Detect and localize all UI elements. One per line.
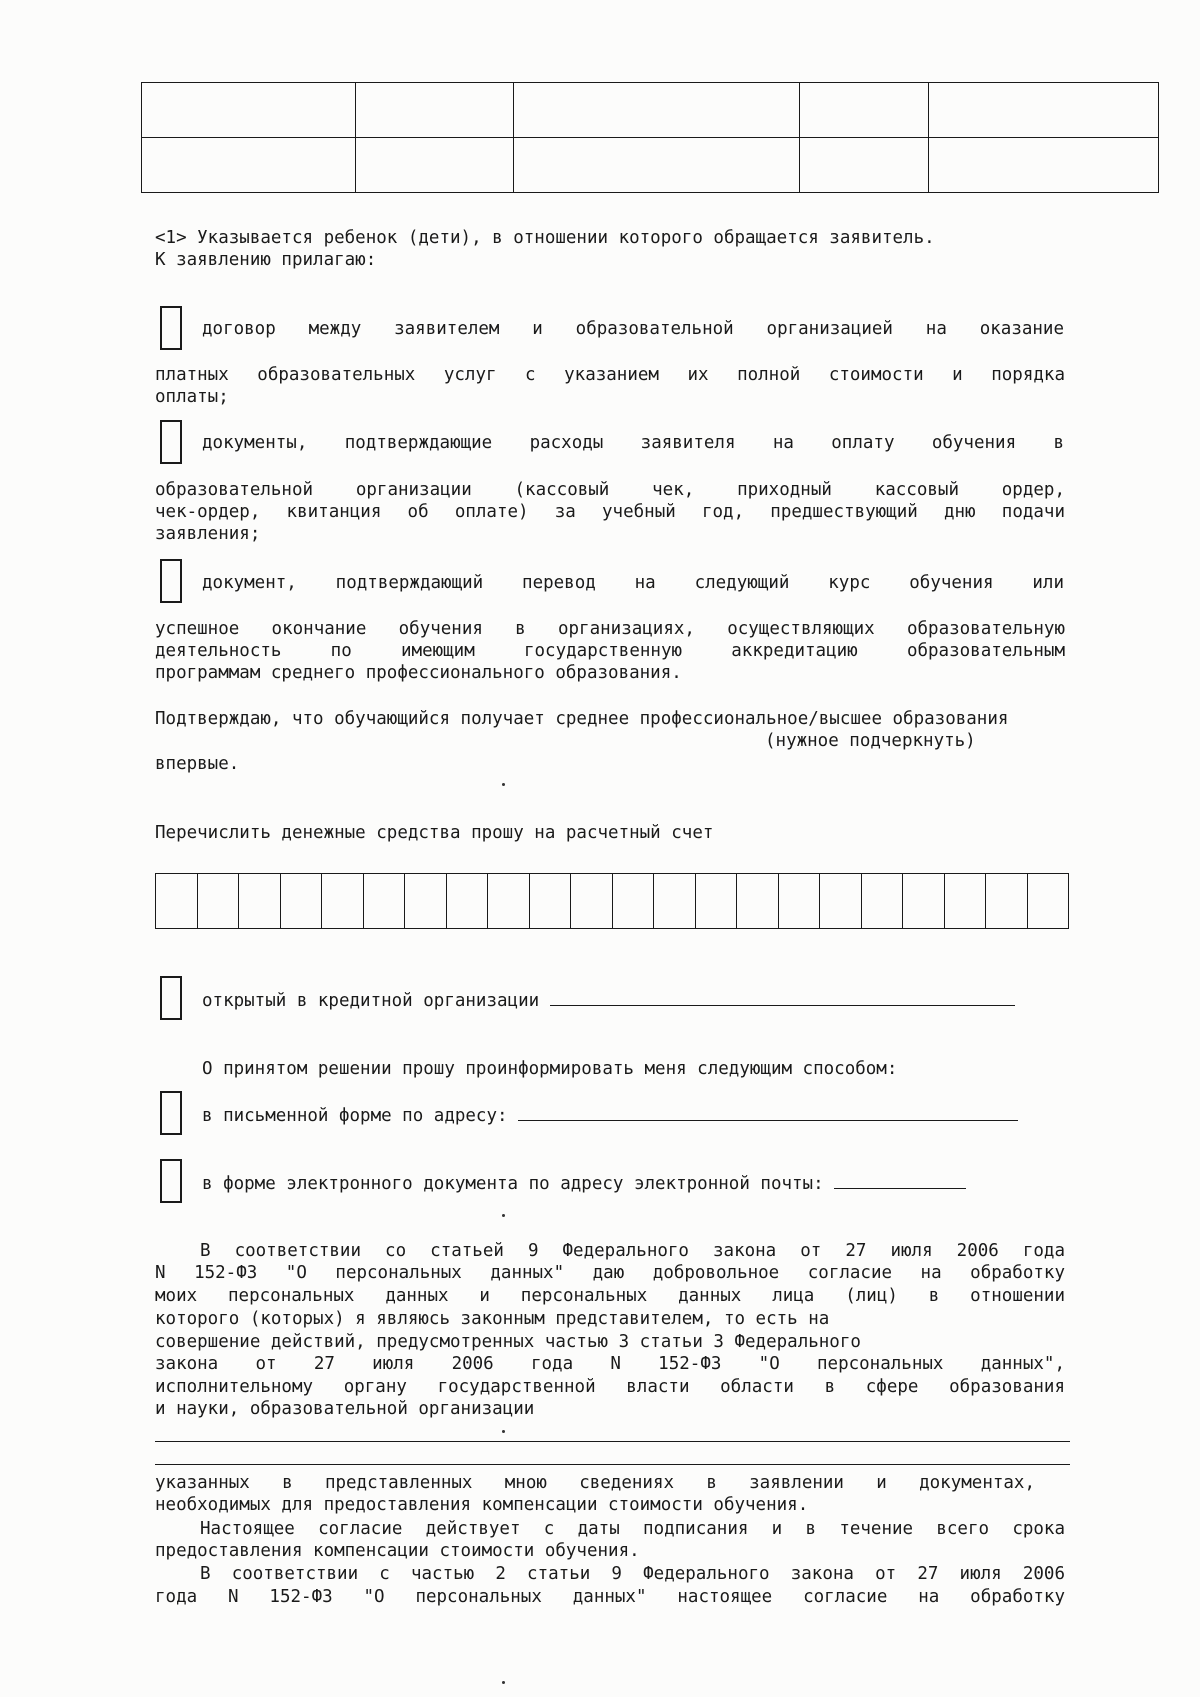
account-digit-cell[interactable] [779, 874, 821, 928]
table-cell[interactable] [929, 138, 1159, 193]
account-digit-cell[interactable] [862, 874, 904, 928]
account-digit-cell[interactable] [613, 874, 655, 928]
transfer-request-label: Перечислить денежные средства прошу на расчетный счет [155, 823, 714, 843]
scan-speck [502, 1430, 505, 1433]
notify-intro-text: О принятом решении прошу проинформировать меня следующим способом: [202, 1059, 898, 1079]
table-cell[interactable] [800, 83, 929, 138]
confirm-education-text: Подтверждаю, что обучающийся получает среднее профессиональное/высшее образования [155, 709, 1009, 729]
account-number-grid[interactable] [155, 873, 1069, 929]
attachment-contract-checkbox[interactable] [160, 306, 182, 350]
table-row [142, 83, 1159, 138]
consent-revoke-text: года N 152-ФЗ "О персональных данных" настоящее согласие на обработку [155, 1587, 1065, 1607]
table-row [142, 138, 1159, 193]
underline-hint: (нужное подчеркнуть) [765, 731, 976, 751]
credit-org-input[interactable] [550, 989, 1015, 1006]
account-digit-cell[interactable] [737, 874, 779, 928]
table-cell[interactable] [142, 138, 356, 193]
consent-text: и науки, образовательной организации [155, 1399, 535, 1419]
organization-name-line-2[interactable] [155, 1464, 1070, 1465]
scan-speck [502, 783, 505, 786]
confirm-education-text-end: впервые. [155, 754, 240, 774]
consent-text: исполнительному органу государственной власти области в сфере образования [155, 1377, 1065, 1397]
attachment-transfer-doc-text: программам среднего профессионального образования. [155, 663, 682, 683]
account-digit-cell[interactable] [198, 874, 240, 928]
account-digit-cell[interactable] [322, 874, 364, 928]
notify-mail-checkbox[interactable] [160, 1091, 182, 1135]
attachment-transfer-doc-text: деятельность по имеющим государственную аккредитацию образовательным [155, 641, 1065, 661]
attachment-payment-docs-label: документы, подтверждающие расходы заявителя на оплату обучения в [202, 433, 1064, 453]
account-digit-cell[interactable] [903, 874, 945, 928]
account-digit-cell[interactable] [696, 874, 738, 928]
account-digit-cell[interactable] [156, 874, 198, 928]
scan-speck [502, 1681, 505, 1684]
consent-validity-text: Настоящее согласие действует с даты подписания и в течение всего срока [200, 1519, 1065, 1539]
account-digit-cell[interactable] [654, 874, 696, 928]
consent-text: необходимых для предоставления компенсации стоимости обучения. [155, 1495, 809, 1515]
notify-email-label: в форме электронного документа по адресу электронной почты: [202, 1174, 824, 1194]
table-cell[interactable] [929, 83, 1159, 138]
attachment-payment-docs-text: образовательной организации (кассовый чек, приходный кассовый ордер, [155, 480, 1065, 500]
account-digit-cell[interactable] [281, 874, 323, 928]
attachment-payment-docs-checkbox[interactable] [160, 420, 182, 464]
organization-name-line[interactable] [155, 1441, 1070, 1442]
account-digit-cell[interactable] [945, 874, 987, 928]
consent-validity-text: предоставления компенсации стоимости обучения. [155, 1541, 640, 1561]
table-cell[interactable] [514, 138, 800, 193]
attachment-contract-text: оплаты; [155, 387, 229, 407]
scan-speck [502, 1214, 505, 1217]
consent-text: закона от 27 июля 2006 года N 152-ФЗ "О персональных данных", [155, 1354, 1065, 1374]
attachment-transfer-doc-label: документ, подтверждающий перевод на следующий курс обучения или [202, 573, 1064, 593]
account-digit-cell[interactable] [405, 874, 447, 928]
account-digit-cell[interactable] [986, 874, 1028, 928]
notify-email-row [202, 1172, 1064, 1195]
credit-org-text: открытый в кредитной организации [202, 991, 540, 1011]
mail-address-input[interactable] [518, 1104, 1018, 1121]
consent-text: В соответствии со статьей 9 Федерального закона от 27 июля 2006 года [200, 1241, 1065, 1261]
footnote-text: <1> Указывается ребенок (дети), в отношении которого обращается заявитель. [155, 228, 935, 248]
consent-revoke-text: В соответствии с частью 2 статьи 9 Федерального закона от 27 июля 2006 [200, 1564, 1065, 1584]
notify-mail-label: в письменной форме по адресу: [202, 1106, 508, 1126]
consent-text: моих персональных данных и персональных данных лица (лиц) в отношении [155, 1286, 1065, 1306]
account-digit-cell[interactable] [364, 874, 406, 928]
account-digit-cell[interactable] [571, 874, 613, 928]
table-cell[interactable] [800, 138, 929, 193]
account-digit-cell[interactable] [1028, 874, 1069, 928]
attachments-heading: К заявлению прилагаю: [155, 250, 377, 270]
table-cell[interactable] [356, 138, 514, 193]
table-cell[interactable] [356, 83, 514, 138]
consent-text: совершение действий, предусмотренных частью 3 статьи 3 Федерального [155, 1332, 861, 1352]
attachment-contract-text: платных образовательных услуг с указанием их полной стоимости и порядка [155, 365, 1065, 385]
attachment-transfer-doc-text: успешное окончание обучения в организациях, осуществляющих образовательную [155, 619, 1065, 639]
attachment-payment-docs-text: заявления; [155, 524, 261, 544]
account-digit-cell[interactable] [239, 874, 281, 928]
credit-org-checkbox[interactable] [160, 976, 182, 1020]
table-cell[interactable] [142, 83, 356, 138]
account-digit-cell[interactable] [820, 874, 862, 928]
consent-text: указанных в представленных мною сведениях в заявлении и документах, [155, 1473, 1035, 1493]
attachment-transfer-doc-checkbox[interactable] [160, 559, 182, 603]
email-address-input[interactable] [834, 1172, 966, 1189]
notify-mail-row [202, 1104, 1064, 1127]
attachment-contract-label: договор между заявителем и образовательной организацией на оказание [202, 319, 1064, 339]
consent-text: которого (которых) я являюсь законным представителем, то есть на [155, 1309, 830, 1329]
notify-email-checkbox[interactable] [160, 1159, 182, 1203]
account-digit-cell[interactable] [530, 874, 572, 928]
attachment-payment-docs-text: чек-ордер, квитанция об оплате) за учебный год, предшествующий дню подачи [155, 502, 1065, 522]
account-digit-cell[interactable] [488, 874, 530, 928]
account-digit-cell[interactable] [447, 874, 489, 928]
consent-text: N 152-ФЗ "О персональных данных" даю добровольное согласие на обработку [155, 1263, 1065, 1283]
children-table [141, 82, 1159, 193]
credit-org-label [202, 989, 1064, 1012]
table-cell[interactable] [514, 83, 800, 138]
